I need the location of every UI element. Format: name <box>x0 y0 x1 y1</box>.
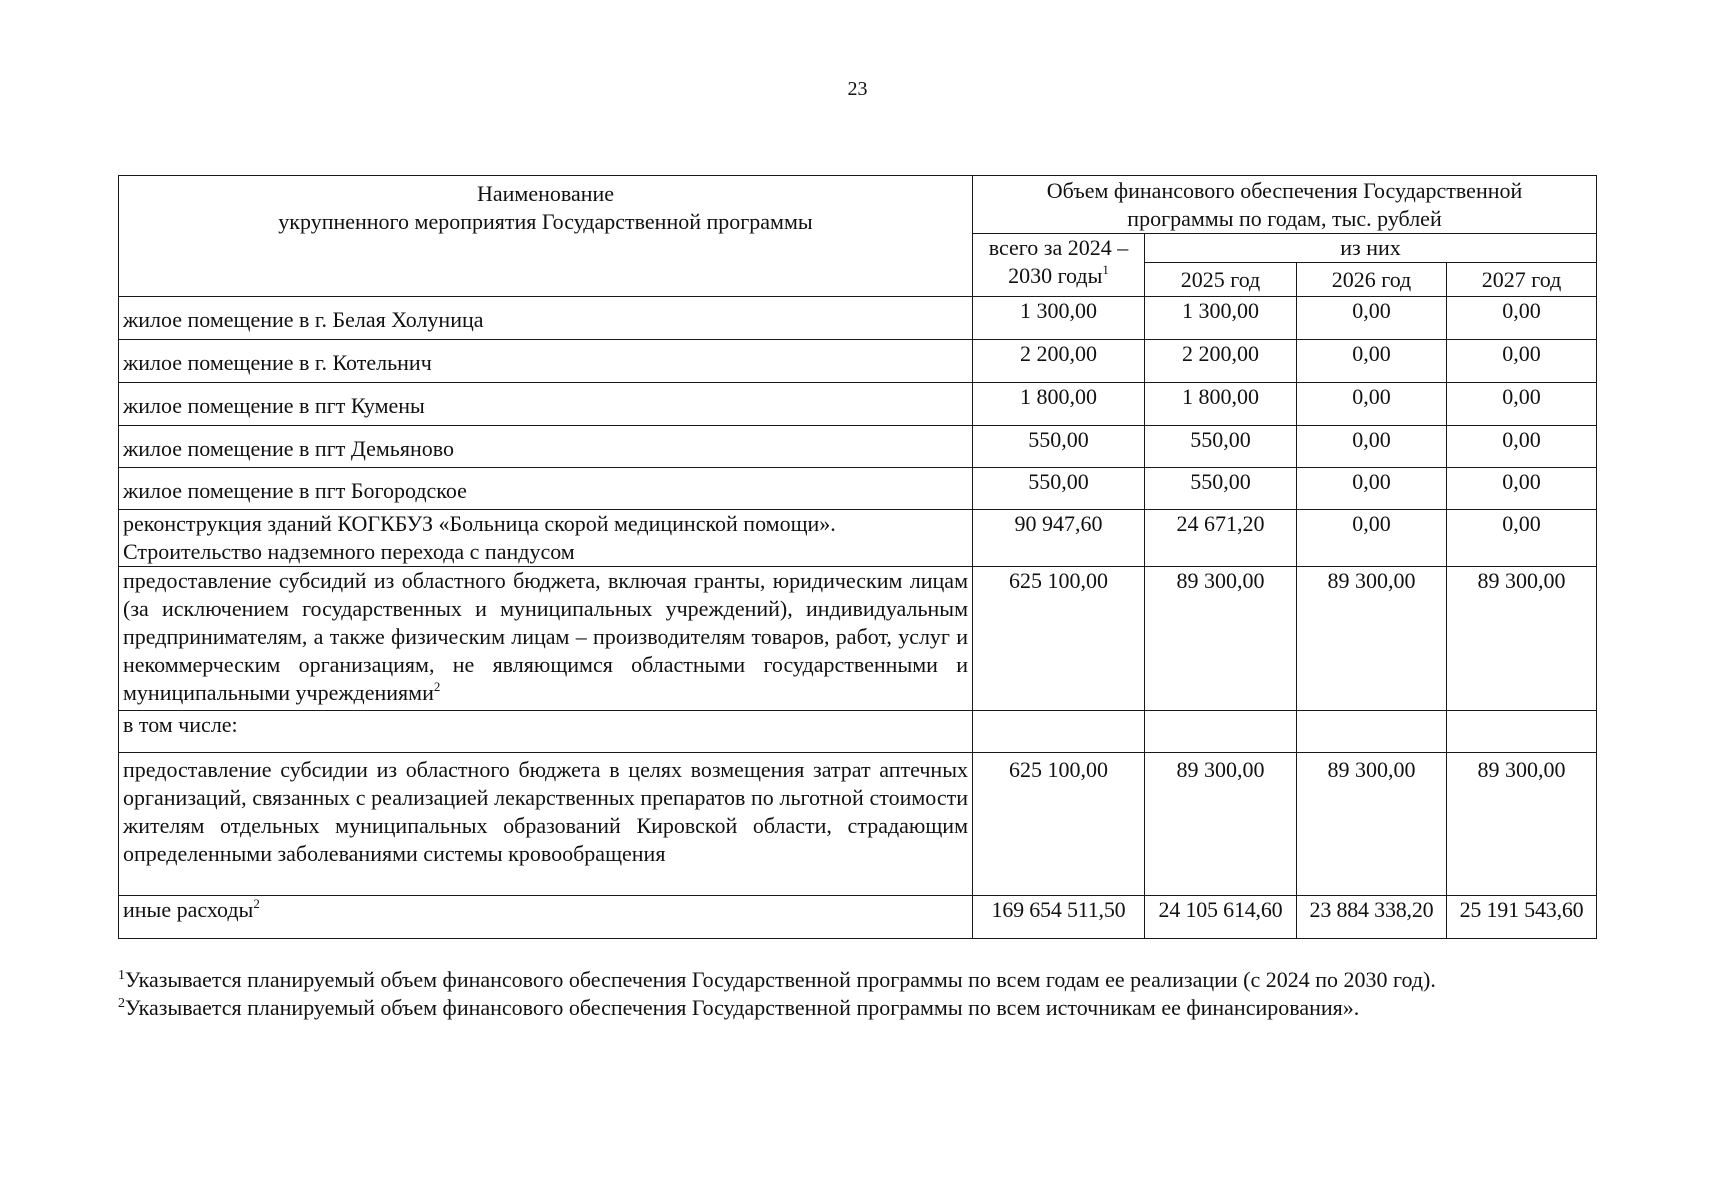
header-total-cell <box>973 234 1145 297</box>
header-name-line1: Наименование <box>476 181 615 206</box>
row-2026: 0,00 <box>1297 340 1447 383</box>
row-name: жилое помещение в пгт Кумены <box>123 393 425 418</box>
row-total: 550,00 <box>973 468 1145 510</box>
row-2027: 0,00 <box>1447 383 1597 426</box>
row-2026: 0,00 <box>1297 297 1447 340</box>
footnote-1-text: Указывается планируемый объем финансового обеспечения Государственной программы по всем годам ее реализации (с 2024 по 2030 год). <box>125 967 1436 992</box>
row-2025: 89 300,00 <box>1145 753 1297 896</box>
financing-table <box>118 175 1597 939</box>
row-total: 1 300,00 <box>973 297 1145 340</box>
row-2026: 0,00 <box>1297 383 1447 426</box>
row-footnote-mark: 2 <box>253 896 260 911</box>
row-2027: 0,00 <box>1447 340 1597 383</box>
row-2026: 89 300,00 <box>1297 567 1447 711</box>
footnote-1-mark: 1 <box>118 968 125 983</box>
row-total: 169 654 511,50 <box>973 896 1145 939</box>
row-name: жилое помещение в г. Котельнич <box>123 350 432 375</box>
header-total-line2: 2030 годы <box>1008 263 1103 288</box>
row-name: жилое помещение в пгт Демьяново <box>123 436 454 461</box>
row-2026 <box>1297 711 1447 753</box>
row-footnote-mark: 2 <box>433 679 441 694</box>
table-row <box>119 297 1597 340</box>
row-total: 90 947,60 <box>973 510 1145 567</box>
row-2026: 0,00 <box>1297 426 1447 468</box>
row-2027: 89 300,00 <box>1447 567 1597 711</box>
table-row <box>119 468 1597 510</box>
header-total-line1: всего за 2024 – <box>988 235 1129 260</box>
footnotes <box>118 966 1618 1022</box>
header-year-2027: 2027 год <box>1447 263 1597 297</box>
footnote-2-mark: 2 <box>118 996 125 1011</box>
header-volume-line2: программы по годам, тыс. рублей <box>1127 206 1442 231</box>
table-row <box>119 896 1597 939</box>
row-2026: 89 300,00 <box>1297 753 1447 896</box>
row-total: 625 100,00 <box>973 753 1145 896</box>
row-2027: 0,00 <box>1447 510 1597 567</box>
row-name: предоставление субсидий из областного бюджета, включая гранты, юридическим лицам (за исключением государственных и муниципальных учреждений), индивидуальным предпринимателям, а также физическим лицам – производителям товаров, работ, услуг и некоммерческим организациям, не являющимся областными государственными и муниципальными учреждениями <box>123 568 968 705</box>
row-name: предоставление субсидии из областного бюджета в целях возмещения затрат аптечных организаций, связанных с реализацией лекарственных препаратов по льготной стоимости жителям отдельных муниципальных образований Кировской области, страдающим определенными заболеваниями системы кровообращения <box>123 757 968 866</box>
table-row <box>119 510 1597 567</box>
row-name: жилое помещение в пгт Богородское <box>123 478 467 503</box>
header-volume-cell <box>973 176 1597 234</box>
row-2027 <box>1447 711 1597 753</box>
footnote-2 <box>118 994 1618 1022</box>
header-volume-line1: Объем финансового обеспечения Государственной <box>1046 178 1523 203</box>
row-total: 2 200,00 <box>973 340 1145 383</box>
table-row <box>119 383 1597 426</box>
header-name-line2: укрупненного мероприятия Государственной программы <box>278 209 813 234</box>
row-name: в том числе: <box>123 712 238 737</box>
header-name-cell <box>119 176 973 297</box>
row-name: реконструкция зданий КОГКБУЗ «Больница скорой медицинской помощи». Строительство надземного перехода с пандусом <box>123 511 836 564</box>
row-2027: 0,00 <box>1447 468 1597 510</box>
row-2025: 550,00 <box>1145 468 1297 510</box>
row-2025: 550,00 <box>1145 426 1297 468</box>
row-2025: 2 200,00 <box>1145 340 1297 383</box>
row-name: иные расходы <box>123 897 254 922</box>
header-total-footnote-mark: 1 <box>1102 262 1109 277</box>
row-2026: 23 884 338,20 <box>1297 896 1447 939</box>
row-2027: 0,00 <box>1447 426 1597 468</box>
footnote-1 <box>118 966 1618 994</box>
table-row <box>119 753 1597 896</box>
header-year-2026: 2026 год <box>1297 263 1447 297</box>
table-row <box>119 426 1597 468</box>
table-row <box>119 340 1597 383</box>
row-2025: 24 105 614,60 <box>1145 896 1297 939</box>
row-2027: 0,00 <box>1447 297 1597 340</box>
row-2026: 0,00 <box>1297 468 1447 510</box>
row-2026: 0,00 <box>1297 510 1447 567</box>
footnote-2-text: Указывается планируемый объем финансового обеспечения Государственной программы по всем источникам ее финансирования». <box>125 995 1360 1020</box>
row-2027: 25 191 543,60 <box>1447 896 1597 939</box>
row-2025: 1 800,00 <box>1145 383 1297 426</box>
header-of-them: из них <box>1145 234 1597 263</box>
row-total: 550,00 <box>973 426 1145 468</box>
page-number: 23 <box>847 78 868 100</box>
row-total: 1 800,00 <box>973 383 1145 426</box>
row-2027: 89 300,00 <box>1447 753 1597 896</box>
row-2025: 1 300,00 <box>1145 297 1297 340</box>
row-total: 625 100,00 <box>973 567 1145 711</box>
row-name: жилое помещение в г. Белая Холуница <box>123 307 484 332</box>
header-year-2025: 2025 год <box>1145 263 1297 297</box>
row-2025: 24 671,20 <box>1145 510 1297 567</box>
table-row <box>119 567 1597 711</box>
table-row <box>119 711 1597 753</box>
row-2025: 89 300,00 <box>1145 567 1297 711</box>
row-total <box>973 711 1145 753</box>
row-2025 <box>1145 711 1297 753</box>
